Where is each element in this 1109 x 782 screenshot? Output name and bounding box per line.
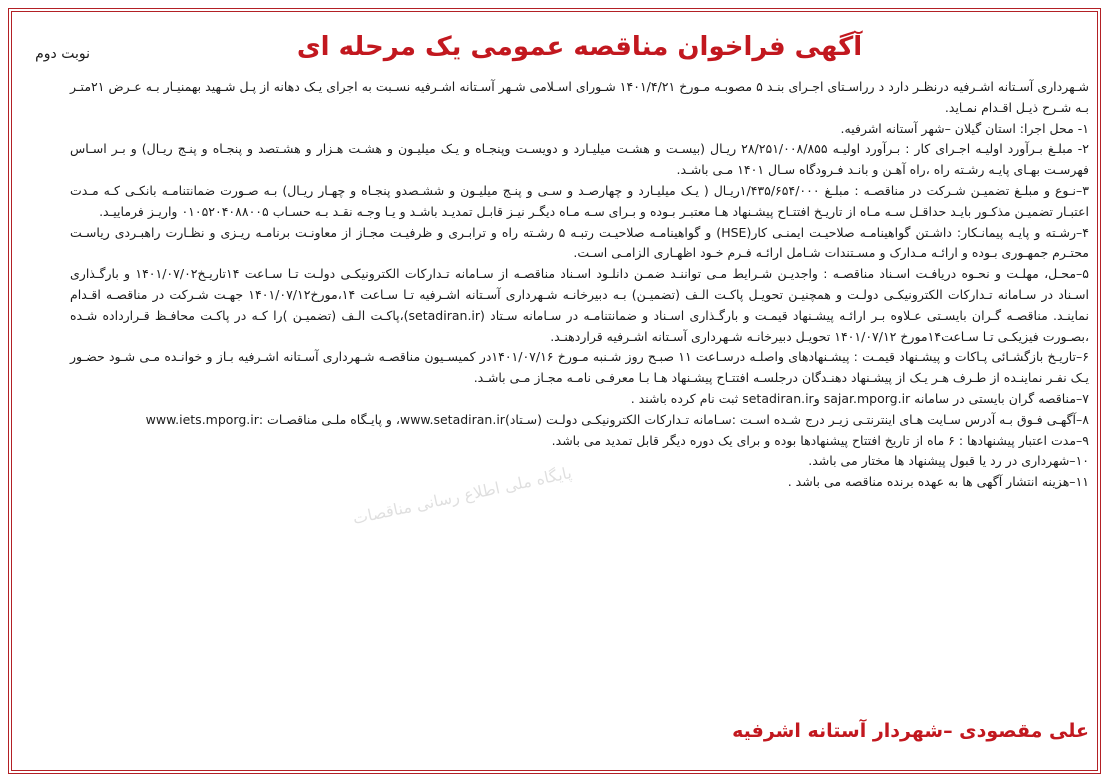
notice-frame xyxy=(8,8,1101,774)
clause-1: ۱- محل اجرا: استان گیلان –شهر آستانه اشرفیه. xyxy=(840,120,1089,136)
clause-4: ۴–رشـته و پایـه پیمانـکار: داشـتن گواهینامـه صلاحیـت ایمنـی کار(HSE) و گواهینامـه صلاحیـت رتبـه ۵ رشـته راه و ترابـری و ظرفیـت مجـاز از معاونـت برنامـه ریـزی و نظـارت راهبـردی ریاسـت محتـرم جمهـوری بـوده و ارائـه مـدارک و مسـتندات شـامل ارائـه فـرم خـود اظهـاری الزامـی اسـت. xyxy=(70,224,1090,261)
clause-10: ۱۰–شهرداری در رد یا قبول پیشنهاد ها مختار می باشد. xyxy=(808,453,1089,469)
clause-11: ۱۱–هزینه انتشار آگهی ها به عهده برنده مناقصه می باشد . xyxy=(787,474,1089,490)
clause-9: ۹–مدت اعتبار پیشنهادها : ۶ ماه از تاریخ افتتاح پیشنهادها بوده و برای یک دوره دیگر قابل تمدید می باشد. xyxy=(551,432,1089,448)
intro-paragraph: شـهرداری آسـتانه اشـرفیه درنظـر دارد د رراسـتای اجـرای بنـد ۵ مصوبـه مـورخ ۱۴۰۱/۴/۲۱ شـورای اسـلامی شـهر آسـتانه اشـرفیه نسـبت به اجرای یـک دهانه از پـل شـهید بهمنیـار بـه عـرض ۲۱متـر بـه شـرح ذیـل اقـدام نمـاید. xyxy=(70,79,1089,115)
clause-8: ۸–آگهـی فـوق بـه آدرس سـایت هـای اینترنتـی زیـر درج شـده اسـت :سـامانه تـدارکات الکترونیکـی دولـت (سـتاد)www.setadiran.ir، و پایـگاه ملـی مناقصـات :www.iets.mporg.ir xyxy=(145,411,1089,427)
clause-5: ۵–محـل، مهلـت و نحـوه دریافـت اسـناد مناقصـه : واجدیـن شـرایط مـی تواننـد ضمـن دانلـود اسـناد مناقصـه از سـامانه تـدارکات الکترونیکـی دولـت تـا سـاعت ۱۴تاریـخ۱۴۰۱/۰۷/۰۲ و بارگـذاری اسـناد در سـامانه تـدارکات الکترونیکـی دولـت و همچنیـن تحویـل پاکـت الـف (تضمیـن) بـه دبیرخانـه شـهرداری آسـتانه اشـرفیه تـا سـاعت ۱۴،مورخ۱۴۰۱/۰۷/۱۲ جهـت شـرکت در مناقصـه اقـدام نماینـد. مناقصـه گـران بایسـتی عـلاوه بـر ارائـه پیشـنهاد قیمـت و بارگـذاری اسـناد و ضمانتنامـه در سـامانه سـتاد (setadiran.ir)،پاکـت الـف (تضمیـن )را کـه در پاکـت محافـظ قـرارداده شـده ،بصـورت فیزیکـی تـا سـاعت۱۴مورخ ۱۴۰۱/۰۷/۱۲ تحویـل دبیرخانـه شـهرداری آسـتانه اشـرفیه قراردهنـد. xyxy=(70,266,1089,344)
clause-3: ۳–نـوع و مبلـغ تضمیـن شـرکت در مناقصـه : مبلـغ ۱/۴۳۵/۶۵۴/۰۰۰ریـال ( یـک میلیـارد و چهارصـد و سـی و پنـج میلیـون و ششـصدو پنجـاه و چهـار ریـال) بـه صـورت ضمانتنامـه بانکـی کـه مـدت اعتبـار تضمیـن مذکـور بایـد حداقـل سـه مـاه از تاریـخ افتتـاح پیشـنهاد هـا معتبـر بـوده و بـرای سـه مـاه دیگـر نیـز قابـل تمدیـد باشـد و یـا وجـه نقـد بـه حسـاب ۰۱۰۵۲۰۴۰۸۸۰۰۵ واریـز فرماییـد. xyxy=(70,182,1089,219)
round-label: نوبت دوم xyxy=(35,46,90,62)
clause-7: ۷–مناقصه گران بایستی در سامانه sajar.mporg.ir وsetadiran.ir ثبت نام کرده باشند . xyxy=(630,390,1089,406)
signature: علی مقصودی –شهردار آستانه اشرفیه xyxy=(732,720,1089,742)
notice-title: آگهی فراخوان مناقصه عمومی یک مرحله ای xyxy=(296,32,863,62)
clause-6: ۶–تاریـخ بازگشـائی پـاکات و پیشـنهاد قیمـت : پیشـنهادهای واصلـه درسـاعت ۱۱ صبـح روز شـنبه مـورخ ۱۴۰۱/۰۷/۱۶در کمیسـیون مناقصـه شـهرداری آسـتانه اشـرفیه بـاز و خوانـده مـی شـود حضـور یـک نفـر نماینـده از طـرف هـر یـک از پیشـنهاد دهنـدگان درجلسـه افتتـاح پیشـنهاد هـا بـا معرفـی نامـه مجـاز مـی باشـد. xyxy=(70,349,1089,386)
notice-body xyxy=(70,17,1089,765)
watermark: پایگاه ملی اطلاع رسانی مناقصات xyxy=(350,463,574,529)
clause-2: ۲- مبلـغ بـرآورد اولیـه اجـرای کار : بـرآورد اولیـه ۲۸/۲۵۱/۰۰۸/۸۵۵ ریـال (بیسـت و هشـت میلیـارد و دویسـت وپنجـاه و یـک میلیـون و هشـت هـزار و هشـتصد و پنجـاه و پنـج ریـال) و بـر اسـاس فهرسـت بهـای پایـه رشـته راه ،راه آهـن و بانـد فـرودگاه سـال ۱۴۰۱ مـی باشـد. xyxy=(70,141,1089,178)
